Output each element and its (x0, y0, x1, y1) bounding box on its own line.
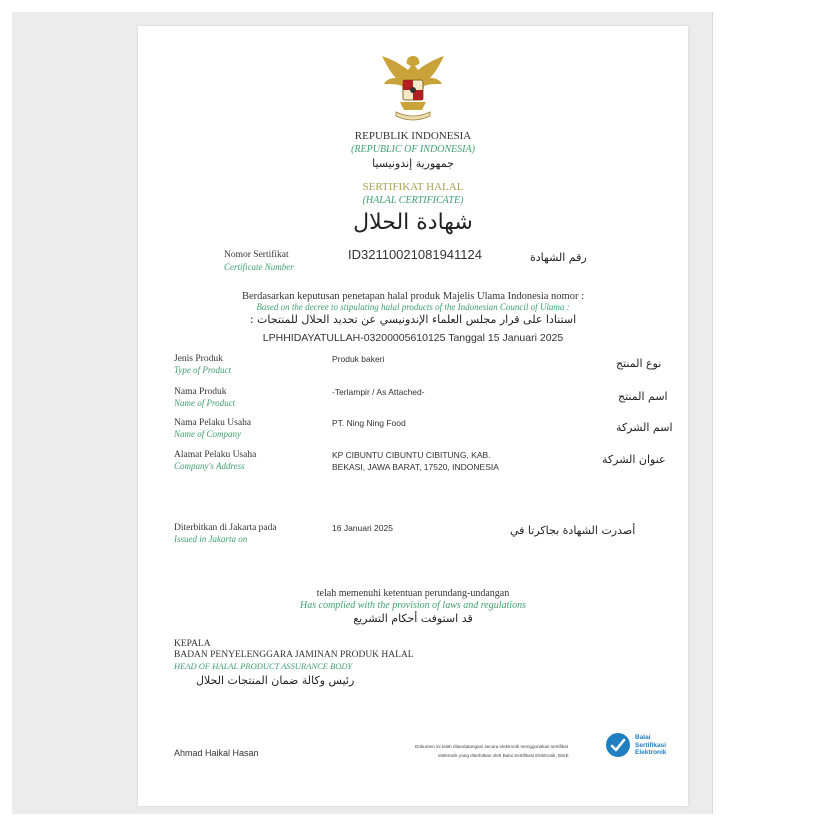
company-name-label-ar: اسم الشركة (616, 421, 673, 434)
bsre-logo-text (635, 734, 666, 757)
company-name-value: PT. Ning Ning Food (332, 418, 406, 428)
cert-number-label: Nomor Sertifikat (224, 250, 289, 260)
compliance-text: telah memenuhi ketentuan perundang-undangan (316, 588, 510, 599)
cert-number-label-en: Certificate Number (224, 262, 294, 272)
decree-number: LPHHIDAYATULLAH-03200005610125 Tanggal 15 Januari 2025 (262, 332, 564, 344)
product-name-value: -Terlampir / As Attached- (332, 387, 425, 397)
company-address-label: Alamat Pelaku Usaha (174, 450, 257, 460)
cert-number-value: ID32110021081941124 (348, 247, 482, 262)
product-name-label: Nama Produk (174, 387, 227, 397)
bsre-logo-line2: Sertifikasi (635, 741, 667, 749)
product-name-label-ar: اسم المنتج (618, 390, 668, 403)
signatory-title-2: BADAN PENYELENGGARA JAMINAN PRODUK HALAL (174, 650, 414, 660)
bsre-logo-line3: Elektronik (635, 749, 667, 756)
issued-date-value: 16 Januari 2025 (332, 523, 393, 533)
issued-label: Diterbitkan di Jakarta pada (174, 523, 277, 533)
certificate-title-en: (HALAL CERTIFICATE) (362, 195, 464, 206)
company-address-label-ar: عنوان الشركة (602, 453, 666, 466)
decree-text: Berdasarkan keputusan penetapan halal produk Majelis Ulama Indonesia nomor : (241, 291, 585, 302)
bsre-logo-line1: Balai (635, 734, 651, 741)
certificate-title: SERTIFIKAT HALAL (362, 181, 464, 193)
viewer-side-panel (712, 12, 815, 814)
issued-label-ar: أصدرت الشهادة بجاكرتا في (510, 524, 636, 537)
signatory-title-1: KEPALA (174, 639, 211, 649)
certificate-title-ar: شهادة الحلال (353, 210, 473, 235)
signatory-name: Ahmad Haikal Hasan (174, 748, 259, 758)
bsre-logo-icon (605, 732, 631, 758)
product-type-label: Jenis Produk (174, 354, 223, 364)
decree-text-en: Based on the decree to stipulating halal products of the Indonesian Council of Ulama : (256, 302, 570, 312)
esign-note-line2: elektronik yang diterbitkan oleh Balai Sertifikasi Elektronik, BSrE (438, 753, 569, 758)
company-name-label-en: Name of Company (174, 429, 241, 439)
product-name-label-en: Name of Product (174, 398, 236, 408)
signatory-title-ar: رئيس وكالة ضمان المنتجات الحلال (196, 674, 355, 687)
company-address-value-line2: BEKASI, JAWA BARAT, 17520, INDONESIA (332, 462, 499, 472)
product-type-label-ar: نوع المنتج (616, 357, 662, 370)
republic-title: REPUBLIK INDONESIA (354, 130, 472, 142)
compliance-text-en: Has complied with the provision of laws and regulations (300, 600, 526, 611)
company-address-label-en: Company's Address (174, 461, 245, 471)
esign-note-line1: Dokumen ini telah ditandatangani secara elektronik menggunakan sertifikat (415, 744, 568, 749)
cert-number-label-ar: رقم الشهادة (530, 251, 587, 264)
certificate-page (138, 26, 688, 806)
company-name-label: Nama Pelaku Usaha (174, 418, 252, 428)
republic-title-ar: جمهورية إندونيسيا (372, 157, 454, 170)
issued-label-en: Issued in Jakarta on (174, 534, 248, 544)
garuda-emblem-icon (378, 50, 448, 124)
product-type-value: Produk bakeri (332, 354, 385, 364)
signatory-title-en: HEAD OF HALAL PRODUCT ASSURANCE BODY (174, 661, 353, 671)
decree-text-ar: استنادا على قرار مجلس العلماء الإندونيسي عن تحديد الحلال للمنتجات : (249, 313, 577, 326)
compliance-text-ar: قد استوفت أحكام التشريع (353, 612, 473, 625)
product-type-label-en: Type of Product (174, 365, 231, 375)
company-address-value: KP CIBUNTU CIBUNTU CIBITUNG, KAB. (332, 450, 491, 460)
republic-title-en: (REPUBLIC OF INDONESIA) (351, 144, 475, 155)
